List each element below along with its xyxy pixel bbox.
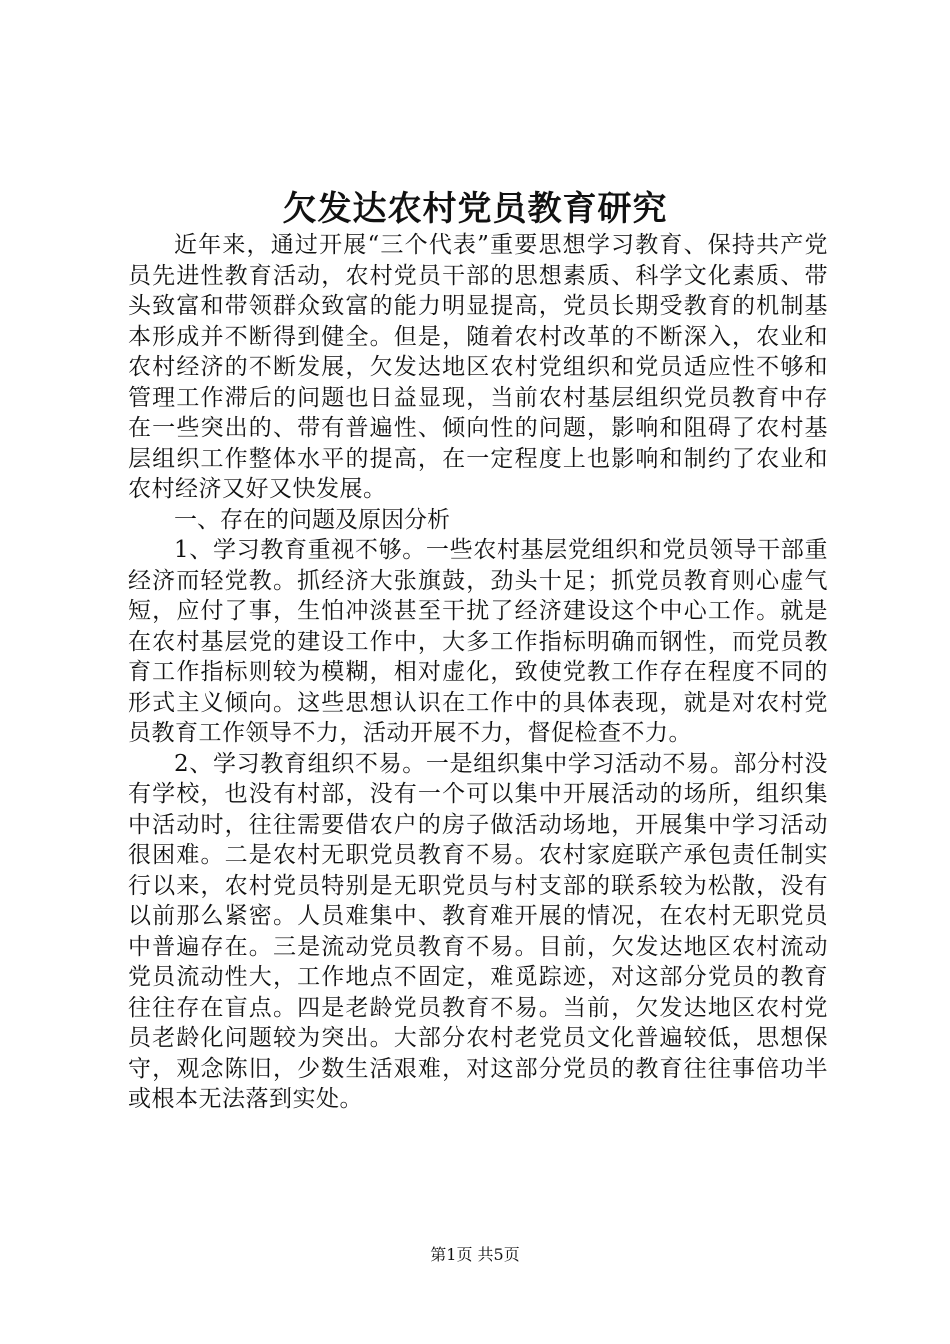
document-title: 欠发达农村党员教育研究 (282, 189, 668, 229)
page-footer: 第1页 共5页 (430, 1245, 520, 1264)
paragraph-point-1: 1、学习教育重视不够。一些农村基层党组织和党员领导干部重经济而轻党教。抓经济大张旗鼓，劲头十足；抓党员教育则心虚气短，应付了事，生怕冲淡甚至干扰了经济建设这个中心工作。就是在农村基层党的建设工作中，大多工作指标明确而钢性，而党员教育工作指标则较为模糊，相对虚化，致使党教工作存在程度不同的形式主义倾向。这些思想认识在工作中的具体表现，就是对农村党员教育工作领导不力，活动开展不力，督促检查不力。 (128, 537, 828, 746)
section-heading: 一、存在的问题及原因分析 (174, 506, 450, 533)
document-body (128, 230, 828, 1115)
paragraph-point-2: 2、学习教育组织不易。一是组织集中学习活动不易。部分村没有学校，也没有村部，没有一个可以集中开展活动的场所，组织集中活动时，往往需要借农户的房子做活动场地，开展集中学习活动很困难。二是农村无职党员教育不易。农村家庭联产承包责任制实行以来，农村党员特别是无职党员与村支部的联系较为松散，没有以前那么紧密。人员难集中、教育难开展的情况，在农村无职党员中普遍存在。三是流动党员教育不易。目前，欠发达地区农村流动党员流动性大，工作地点不固定，难觅踪迹，对这部分党员的教育往往存在盲点。四是老龄党员教育不易。当前，欠发达地区农村党员老龄化问题较为突出。大部分农村老党员文化普遍较低，思想保守，观念陈旧，少数生活艰难，对这部分党员的教育往往事倍功半或根本无法落到实处。 (128, 750, 828, 1112)
paragraph-intro: 近年来，通过开展“三个代表”重要思想学习教育、保持共产党员先进性教育活动，农村党员干部的思想素质、科学文化素质、带头致富和带领群众致富的能力明显提高，党员长期受教育的机制基本形成并不断得到健全。但是，随着农村改革的不断深入，农业和农村经济的不断发展，欠发达地区农村党组织和党员适应性不够和管理工作滞后的问题也日益显现，当前农村基层组织党员教育中存在一些突出的、带有普遍性、倾向性的问题，影响和阻碍了农村基层组织工作整体水平的提高，在一定程度上也影响和制约了农业和农村经济又好又快发展。 (128, 232, 828, 502)
